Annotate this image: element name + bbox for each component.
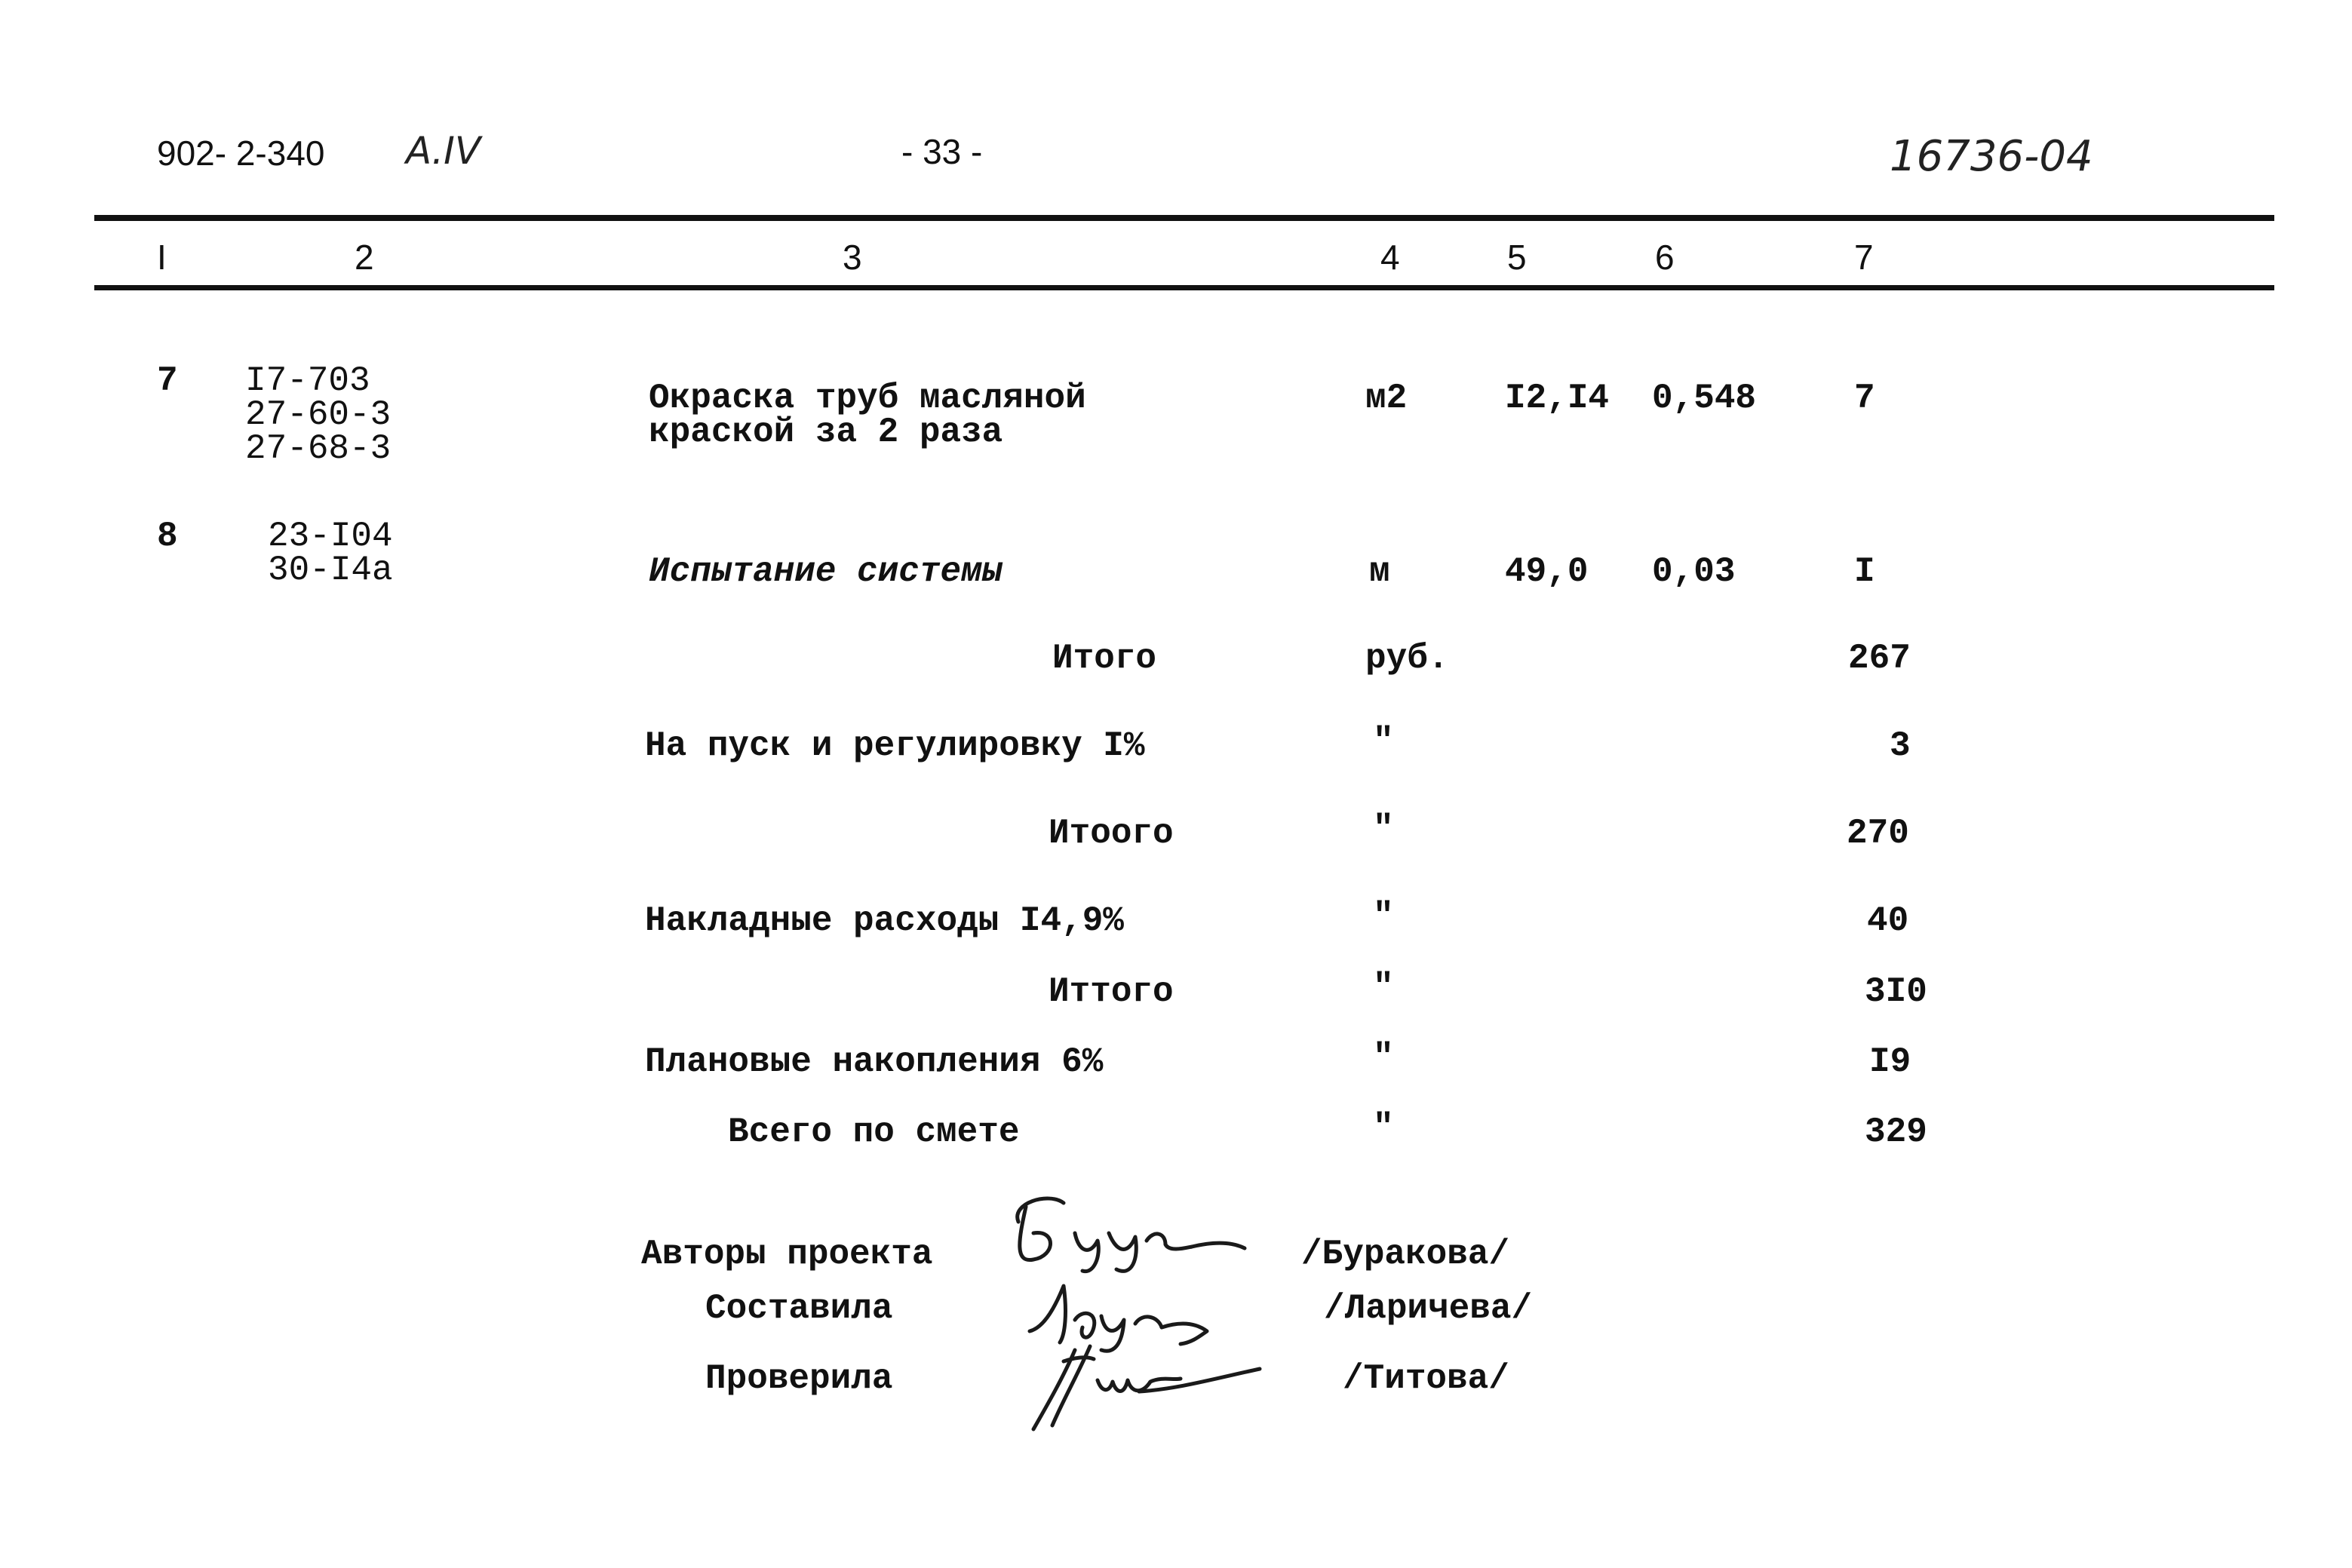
rate-code: 27-68-3 — [245, 429, 391, 468]
subtotal-value: 3I0 — [1865, 972, 1927, 1011]
column-number-4: 4 — [1380, 238, 1400, 277]
total-value: 267 — [1848, 639, 1911, 678]
quantity: I2,I4 — [1505, 379, 1610, 418]
row-number: 8 — [157, 517, 178, 556]
header-bottom-rule — [94, 285, 2274, 290]
column-number-7: 7 — [1854, 238, 1874, 277]
startup-label: На пуск и регулировку I% — [645, 726, 1145, 766]
signature-role: Авторы проекта — [641, 1235, 933, 1274]
unit: м2 — [1365, 379, 1408, 418]
document-code: 902- 2-340 — [157, 133, 325, 173]
inventory-number: 16736-04 — [1890, 132, 2093, 181]
quantity: 49,0 — [1505, 552, 1589, 591]
column-number-6: 6 — [1655, 238, 1675, 277]
signatory-name: /Буракова/ — [1301, 1235, 1510, 1274]
album-number: А.IV — [406, 129, 481, 173]
planned-savings-value: I9 — [1869, 1042, 1911, 1082]
page-number: - 33 - — [901, 132, 983, 171]
ditto-mark: " — [1373, 897, 1394, 936]
overhead-label: Накладные расходы I4,9% — [645, 901, 1124, 940]
work-description: Окраска труб масляной — [649, 379, 1086, 418]
signatory-name: /Титова/ — [1343, 1359, 1509, 1398]
ditto-mark: " — [1373, 968, 1394, 1007]
top-rule — [94, 215, 2274, 221]
column-number-5: 5 — [1507, 238, 1527, 277]
handwritten-signature-burakova — [1003, 1188, 1275, 1278]
unit-rate: 0,03 — [1652, 552, 1736, 591]
overhead-value: 40 — [1867, 901, 1909, 940]
subtotal-label: Иттого — [1049, 972, 1174, 1011]
cost: 7 — [1854, 379, 1875, 418]
unit-rate: 0,548 — [1652, 379, 1757, 418]
cost: I — [1854, 552, 1875, 591]
subtotal-label: Итоого — [1049, 814, 1174, 853]
handwritten-signature-titova — [1018, 1335, 1290, 1441]
rate-code: 30-I4а — [268, 551, 393, 590]
subtotal-value: 270 — [1847, 814, 1909, 853]
column-number-1: I — [157, 238, 167, 277]
row-number: 7 — [157, 361, 178, 400]
unit: м — [1369, 552, 1390, 591]
grand-total-label: Всего по смете — [728, 1112, 1020, 1152]
signature-role: Проверила — [705, 1359, 893, 1398]
signature-role: Составила — [705, 1289, 893, 1328]
ditto-mark: " — [1373, 1108, 1394, 1147]
rate-code: 27-60-3 — [245, 395, 391, 434]
work-description: краской за 2 раза — [649, 413, 1003, 452]
total-label: Итого — [1052, 639, 1157, 678]
ditto-mark: " — [1373, 809, 1394, 848]
rate-code: 23-I04 — [268, 517, 393, 556]
ditto-mark: " — [1373, 722, 1394, 761]
column-number-3: 3 — [843, 238, 862, 277]
column-number-2: 2 — [355, 238, 374, 277]
rate-code: I7-703 — [245, 361, 370, 400]
total-unit: руб. — [1365, 639, 1449, 678]
startup-value: 3 — [1890, 726, 1911, 766]
signatory-name: /Ларичева/ — [1324, 1289, 1533, 1328]
grand-total-value: 329 — [1865, 1112, 1927, 1152]
planned-savings-label: Плановые накопления 6% — [645, 1042, 1104, 1082]
work-description: Испытание системы — [649, 552, 1003, 591]
ditto-mark: " — [1373, 1038, 1394, 1077]
